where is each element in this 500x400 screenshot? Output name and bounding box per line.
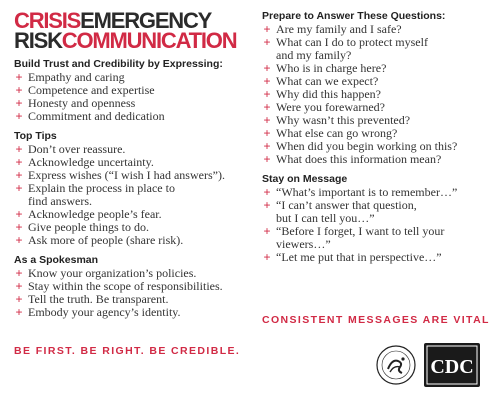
plus-bullet-icon: +: [263, 87, 271, 101]
logo-word-crisis: CRISIS: [14, 8, 81, 33]
plus-bullet-icon: +: [15, 142, 23, 156]
plus-bullet-icon: +: [15, 70, 23, 84]
list-item: [262, 225, 496, 251]
list-item-text: Are my family and I safe?: [276, 22, 402, 36]
list-item-text: Were you forewarned?: [276, 100, 385, 114]
list-item: [262, 153, 496, 166]
plus-bullet-icon: +: [15, 181, 23, 195]
list-item-text: Acknowledge people’s fear.: [28, 207, 162, 221]
questions-heading: Prepare to Answer These Questions:: [262, 10, 446, 22]
plus-bullet-icon: +: [263, 139, 271, 153]
spokesman-list: [14, 267, 254, 319]
plus-bullet-icon: +: [15, 207, 23, 221]
list-item: [14, 306, 254, 319]
list-item-text: “I can’t answer that question, but I can tell you…”: [276, 198, 417, 225]
list-item: [262, 199, 496, 225]
spokesman-heading: As a Spokesman: [14, 254, 99, 266]
top-tips-list: [14, 143, 254, 247]
list-item-text: “What’s important is to remember…”: [276, 185, 458, 199]
stay-on-message-list: [262, 186, 496, 264]
trust-heading: Build Trust and Credibility by Expressing:: [14, 58, 223, 70]
top-tips-heading: Top Tips: [14, 130, 57, 142]
list-item-text: Explain the process in place to find answers.: [28, 181, 175, 208]
plus-bullet-icon: +: [15, 292, 23, 306]
list-item-text: Why wasn’t this prevented?: [276, 113, 411, 127]
list-item-text: Tell the truth. Be transparent.: [28, 292, 169, 306]
consistent-messages-tagline: CONSISTENT MESSAGES ARE VITAL: [262, 314, 490, 326]
plus-bullet-icon: +: [15, 233, 23, 247]
list-item-text: Who is in charge here?: [276, 61, 387, 75]
plus-bullet-icon: +: [15, 96, 23, 110]
plus-bullet-icon: +: [15, 155, 23, 169]
plus-bullet-icon: +: [263, 113, 271, 127]
plus-bullet-icon: +: [263, 61, 271, 75]
list-item-text: Why did this happen?: [276, 87, 381, 101]
trust-list: [14, 71, 254, 123]
list-item: [14, 182, 254, 208]
list-item-text: Give people things to do.: [28, 220, 149, 234]
plus-bullet-icon: +: [15, 305, 23, 319]
list-item-text: “Before I forget, I want to tell your viewers…”: [276, 224, 445, 251]
list-item-text: Express wishes (“I wish I had answers”).: [28, 168, 225, 182]
list-item-text: Know your organization’s policies.: [28, 266, 197, 280]
list-item-text: Empathy and caring: [28, 70, 125, 84]
logo-line-2: [14, 28, 237, 53]
plus-bullet-icon: +: [15, 83, 23, 97]
plus-bullet-icon: +: [15, 109, 23, 123]
plus-bullet-icon: +: [263, 185, 271, 199]
logo-word-risk: RISK: [14, 28, 62, 53]
cdc-logo: [424, 343, 480, 387]
plus-bullet-icon: +: [15, 168, 23, 182]
hhs-seal-icon: [376, 345, 416, 385]
plus-bullet-icon: +: [263, 152, 271, 166]
right-column: [262, 10, 496, 264]
plus-bullet-icon: +: [263, 74, 271, 88]
plus-bullet-icon: +: [263, 100, 271, 114]
plus-bullet-icon: +: [15, 220, 23, 234]
be-first-tagline: BE FIRST. BE RIGHT. BE CREDIBLE.: [14, 345, 241, 357]
plus-bullet-icon: +: [15, 279, 23, 293]
questions-list: [262, 23, 496, 166]
list-item: [262, 36, 496, 62]
list-item-text: Don’t over reassure.: [28, 142, 126, 156]
crisis-emergency-risk-communication-logo: [14, 8, 237, 53]
list-item-text: What does this information mean?: [276, 152, 442, 166]
logo-word-emergency: EMERGENCY: [80, 8, 212, 33]
logo-word-communication: COMMUNICATION: [61, 28, 237, 53]
cdc-logo-text: CDC: [430, 356, 474, 378]
list-item-text: Embody your agency’s identity.: [28, 305, 181, 319]
plus-bullet-icon: +: [263, 126, 271, 140]
plus-bullet-icon: +: [263, 198, 271, 212]
list-item-text: Ask more of people (share risk).: [28, 233, 184, 247]
stay-on-message-heading: Stay on Message: [262, 173, 348, 185]
list-item-text: Honesty and openness: [28, 96, 136, 110]
list-item-text: What can I do to protect myself and my family?: [276, 35, 428, 62]
list-item: [14, 234, 254, 247]
list-item-text: What can we expect?: [276, 74, 379, 88]
list-item-text: Commitment and dedication: [28, 109, 165, 123]
plus-bullet-icon: +: [263, 22, 271, 36]
plus-bullet-icon: +: [263, 224, 271, 238]
list-item: [262, 251, 496, 264]
list-item-text: When did you begin working on this?: [276, 139, 458, 153]
list-item: [14, 110, 254, 123]
list-item-text: Stay within the scope of responsibilities.: [28, 279, 223, 293]
list-item-text: Acknowledge uncertainty.: [28, 155, 154, 169]
plus-bullet-icon: +: [15, 266, 23, 280]
plus-bullet-icon: +: [263, 250, 271, 264]
list-item-text: “Let me put that in perspective…”: [276, 250, 442, 264]
left-column: [14, 58, 254, 319]
plus-bullet-icon: +: [263, 35, 271, 49]
list-item-text: What else can go wrong?: [276, 126, 398, 140]
list-item-text: Competence and expertise: [28, 83, 155, 97]
